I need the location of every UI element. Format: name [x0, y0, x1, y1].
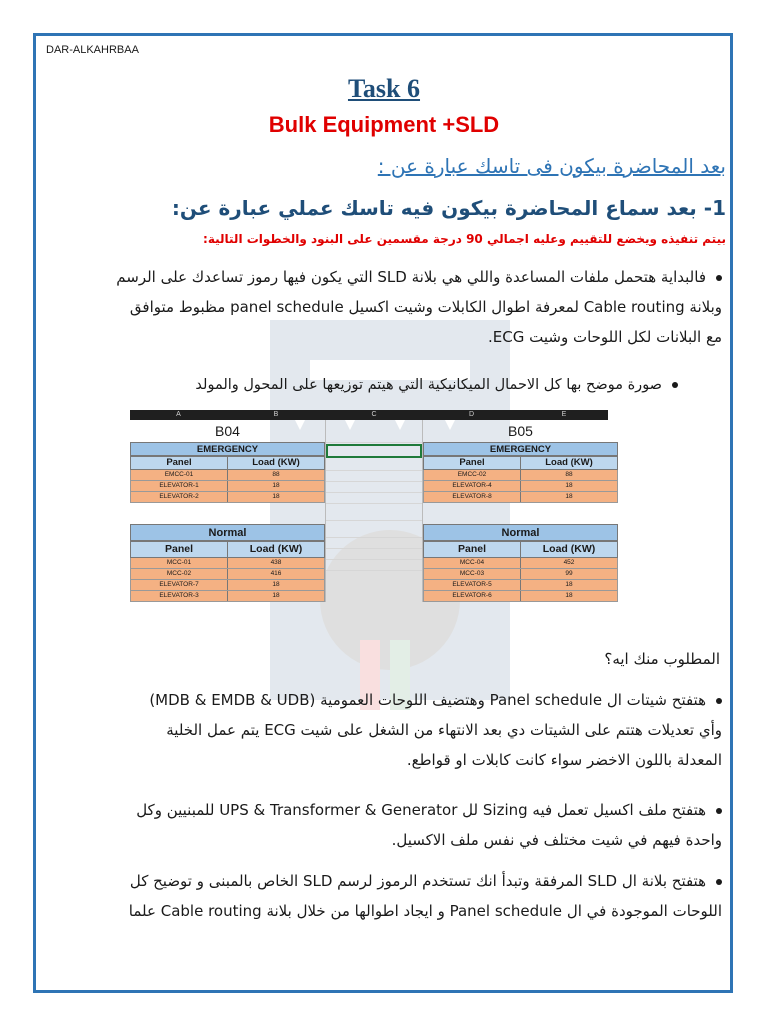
table-row: ELEVATOR-8 18: [423, 492, 618, 503]
building-name: B04: [130, 420, 325, 443]
bullet-item-sld: هتفتح بلانة ال SLD المرفقة وتبدأ انك تستخدم الرموز لرسم SLD الخاص بالمبنى و توضيح كل اللوحات الموجودة في ال Panel schedule و ايجاد اطوالها من خلال بلانة Cable routing علما: [128, 872, 722, 920]
table-row: ELEVATOR-4 18: [423, 481, 618, 492]
brand-label: DAR-ALKAHRBAA: [46, 44, 139, 56]
table-header: Panel Load (KW): [130, 456, 325, 470]
table-row: ELEVATOR-2 18: [130, 492, 325, 503]
normal-label: Normal: [130, 524, 325, 541]
bullet-item-files: فالبداية هتحمل ملفات المساعدة واللي هي بلانة SLD التي يكون فيها رموز تساعدك على الرسم وبلانة Cable routing لمعرفة اطوال الكابلات وشيت اكسيل panel schedule مظبوط متوافق مع البلانات لكل اللوحات وشيت ECG.: [116, 268, 722, 346]
task-subtitle: Bulk Equipment +SLD: [268, 112, 500, 137]
bullet-item-panel-schedule: هتفتح شيتات ال Panel schedule وهتضيف اللوحات العمومية (MDB & EMDB & UDB) وأي تعديلات هتتم على الشيتات دي بعد الانتهاء من الشغل على شيت ECG يتم عمل الخلية المعدلة باللون الاخضر سواء كانت كابلات او قواطع.: [149, 691, 722, 769]
column-header: B: [273, 411, 279, 418]
building-block-b05: [423, 420, 618, 602]
bullet-icon: [672, 382, 678, 388]
selected-cell: [326, 444, 422, 458]
table-row: MCC-02 416: [130, 569, 325, 580]
table-row: EMCC-02 88: [423, 470, 618, 481]
bullet-icon: [716, 698, 722, 704]
table-row: ELEVATOR-5 18: [423, 580, 618, 591]
load-spreadsheet: [130, 410, 608, 602]
normal-label: Normal: [423, 524, 618, 541]
bullet-item-sizing: هتفتح ملف اكسيل تعمل فيه Sizing لل UPS & Transformer & Generator للمبنيين وكل واحدة فيهم في شيت مختلف في نفس ملف الاكسيل.: [136, 801, 722, 849]
table-row: MCC-01 438: [130, 558, 325, 569]
emergency-label: EMERGENCY: [130, 442, 325, 456]
emergency-label: EMERGENCY: [423, 442, 618, 456]
table-header: Panel Load (KW): [423, 541, 618, 558]
bullet-icon: [716, 879, 722, 885]
table-row: ELEVATOR-7 18: [130, 580, 325, 591]
column-header: E: [561, 411, 567, 418]
empty-column-c: [325, 420, 423, 602]
task-title: Task 6: [347, 74, 421, 103]
table-row: EMCC-01 88: [130, 470, 325, 481]
table-header: Panel Load (KW): [130, 541, 325, 558]
column-header: D: [468, 411, 475, 418]
column-header-bar: [130, 410, 608, 420]
column-header: A: [176, 411, 181, 418]
table-row: MCC-04 452: [423, 558, 618, 569]
intro-line: بعد المحاضرة بيكون فى تاسك عبارة عن :: [377, 154, 726, 178]
table-header: Panel Load (KW): [423, 456, 618, 470]
table-row: ELEVATOR-3 18: [130, 591, 325, 602]
required-heading: المطلوب منك ايه؟: [604, 650, 720, 668]
table-row: ELEVATOR-1 18: [130, 481, 325, 492]
section-heading: 1- بعد سماع المحاضرة بيكون فيه تاسك عملي عبارة عن:: [171, 196, 726, 220]
bullet-icon: [716, 275, 722, 281]
building-name: B05: [423, 420, 618, 443]
table-row: ELEVATOR-6 18: [423, 591, 618, 602]
grading-note: بيتم تنفيذه ويخضع للتقييم وعليه اجمالي 90 درجة مقسمين على البنود والخطوات التالية:: [203, 232, 726, 246]
column-header: C: [371, 411, 377, 418]
table-row: MCC-03 99: [423, 569, 618, 580]
bullet-item-image-note: صورة موضح بها كل الاحمال الميكانيكية التي هيتم توزيعها على المحول والمولد: [0, 370, 678, 400]
building-block-b04: [130, 420, 325, 602]
bullet-icon: [716, 808, 722, 814]
